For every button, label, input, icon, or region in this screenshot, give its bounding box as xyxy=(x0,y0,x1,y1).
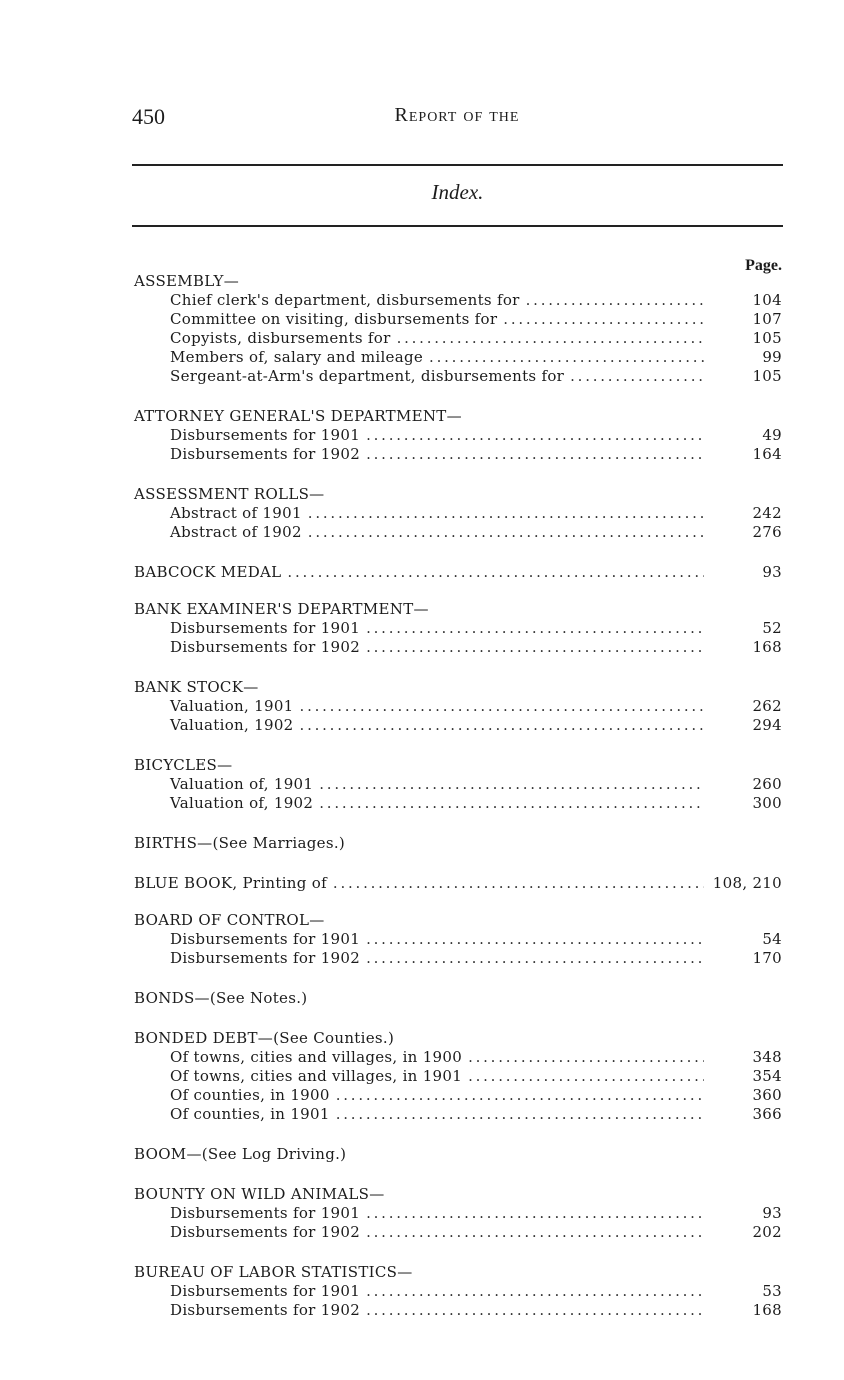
entry-label: BLUE BOOK, Printing of xyxy=(134,874,327,892)
page-ref: 276 xyxy=(752,523,782,541)
dot-leader xyxy=(366,426,704,444)
dot-leader xyxy=(366,1204,704,1222)
page-number: 450 xyxy=(132,104,165,129)
page-ref: 93 xyxy=(762,1204,782,1222)
page-ref: 202 xyxy=(752,1223,782,1241)
page-header xyxy=(132,104,782,134)
entry-label: Disbursements for 1902 xyxy=(170,949,361,967)
index-entry-single xyxy=(134,874,782,893)
entry-label: Valuation, 1901 xyxy=(170,697,294,715)
dot-leader xyxy=(366,638,704,656)
dot-leader xyxy=(526,291,704,309)
dot-leader xyxy=(503,310,704,328)
dot-leader xyxy=(468,1067,704,1085)
dot-leader xyxy=(366,445,704,463)
index-entry xyxy=(170,523,782,542)
index-entry xyxy=(170,775,782,794)
entry-label: Disbursements for 1901 xyxy=(170,426,361,444)
page-ref: 93 xyxy=(762,563,782,581)
entry-label: Of towns, cities and villages, in 1900 xyxy=(170,1048,463,1066)
dot-leader xyxy=(319,794,704,812)
section-heading: BIRTHS—(See Marriages.) xyxy=(134,834,346,852)
index-entry xyxy=(170,697,782,716)
entry-label: Disbursements for 1902 xyxy=(170,1301,361,1319)
index-entry xyxy=(170,426,782,445)
dot-leader xyxy=(366,619,704,637)
index-entry xyxy=(170,619,782,638)
page-ref: 168 xyxy=(752,638,782,656)
page-ref: 260 xyxy=(752,775,782,793)
dot-leader xyxy=(366,1301,704,1319)
entry-label: Members of, salary and mileage xyxy=(170,348,424,366)
index-entry xyxy=(170,348,782,367)
entry-label: Disbursements for 1901 xyxy=(170,930,361,948)
index-entry xyxy=(170,716,782,735)
entry-label: Valuation of, 1902 xyxy=(170,794,314,812)
page-ref: 168 xyxy=(752,1301,782,1319)
dot-leader xyxy=(468,1048,704,1066)
page-ref: 262 xyxy=(752,697,782,715)
index-entry xyxy=(170,1105,782,1124)
page-ref: 348 xyxy=(752,1048,782,1066)
index-entry xyxy=(170,504,782,523)
dot-leader xyxy=(308,504,704,522)
index-entry xyxy=(170,1204,782,1223)
section-heading: BOUNTY ON WILD ANIMALS— xyxy=(134,1185,385,1203)
section-heading: BOOM—(See Log Driving.) xyxy=(134,1145,347,1163)
running-head: Report of the xyxy=(394,104,520,126)
page-ref: 54 xyxy=(762,930,782,948)
entry-label: Of counties, in 1900 xyxy=(170,1086,330,1104)
entry-label: Disbursements for 1901 xyxy=(170,1282,361,1300)
index-entry xyxy=(170,949,782,968)
page-ref: 294 xyxy=(752,716,782,734)
dot-leader xyxy=(287,563,704,581)
index-entry xyxy=(170,1086,782,1105)
dot-leader xyxy=(308,523,704,541)
page-ref: 49 xyxy=(762,426,782,444)
entry-label: Sergeant-at-Arm's department, disbursements for xyxy=(170,367,565,385)
section-heading: ASSESSMENT ROLLS— xyxy=(134,485,325,503)
page-ref: 105 xyxy=(752,329,782,347)
section-heading: BANK STOCK— xyxy=(134,678,259,696)
entry-label: Abstract of 1902 xyxy=(170,523,302,541)
bottom-rule xyxy=(132,225,783,227)
page-ref: 52 xyxy=(762,619,782,637)
index-entry xyxy=(170,445,782,464)
dot-leader xyxy=(570,367,704,385)
entry-label: Valuation, 1902 xyxy=(170,716,294,734)
section-heading: BONDS—(See Notes.) xyxy=(134,989,308,1007)
top-rule xyxy=(132,164,783,166)
index-entry xyxy=(170,930,782,949)
entry-label: Of counties, in 1901 xyxy=(170,1105,330,1123)
index-entry-single xyxy=(134,563,782,582)
index-entry xyxy=(170,291,782,310)
page-ref: 53 xyxy=(762,1282,782,1300)
page-ref: 107 xyxy=(752,310,782,328)
entry-label: Copyists, disbursements for xyxy=(170,329,391,347)
dot-leader xyxy=(300,697,704,715)
dot-leader xyxy=(366,949,704,967)
dot-leader xyxy=(397,329,704,347)
index-entry xyxy=(170,1048,782,1067)
section-heading: BICYCLES— xyxy=(134,756,233,774)
index-entry xyxy=(170,1282,782,1301)
dot-leader xyxy=(300,716,704,734)
entry-label: BABCOCK MEDAL xyxy=(134,563,282,581)
page-ref: 99 xyxy=(762,348,782,366)
index-entry xyxy=(170,1067,782,1086)
index-entry xyxy=(170,310,782,329)
index-entry xyxy=(170,638,782,657)
index-entry xyxy=(170,367,782,386)
entry-label: Of towns, cities and villages, in 1901 xyxy=(170,1067,463,1085)
dot-leader xyxy=(319,775,704,793)
page-column-label: Page. xyxy=(745,257,782,274)
page-ref: 108, 210 xyxy=(712,874,782,892)
section-heading: ASSEMBLY— xyxy=(134,272,240,290)
section-heading: BUREAU OF LABOR STATISTICS— xyxy=(134,1263,413,1281)
dot-leader xyxy=(366,930,704,948)
index-entry xyxy=(170,1301,782,1320)
dot-leader xyxy=(366,1282,704,1300)
page-ref: 300 xyxy=(752,794,782,812)
page-ref: 164 xyxy=(752,445,782,463)
entry-label: Disbursements for 1902 xyxy=(170,445,361,463)
page-ref: 366 xyxy=(752,1105,782,1123)
section-heading: BANK EXAMINER'S DEPARTMENT— xyxy=(134,600,429,618)
dot-leader xyxy=(336,1105,704,1123)
entry-label: Abstract of 1901 xyxy=(170,504,302,522)
section-heading: BOARD OF CONTROL— xyxy=(134,911,325,929)
page-ref: 104 xyxy=(752,291,782,309)
entry-label: Valuation of, 1901 xyxy=(170,775,314,793)
dot-leader xyxy=(429,348,704,366)
dot-leader xyxy=(366,1223,704,1241)
page-ref: 360 xyxy=(752,1086,782,1104)
entry-label: Disbursements for 1902 xyxy=(170,1223,361,1241)
index-entry xyxy=(170,1223,782,1242)
entry-label: Disbursements for 1902 xyxy=(170,638,361,656)
entry-label: Disbursements for 1901 xyxy=(170,619,361,637)
page-ref: 170 xyxy=(752,949,782,967)
section-heading: ATTORNEY GENERAL'S DEPARTMENT— xyxy=(134,407,462,425)
dot-leader xyxy=(333,874,704,892)
index-title: Index. xyxy=(431,180,484,204)
entry-label: Chief clerk's department, disbursements for xyxy=(170,291,520,309)
section-heading: BONDED DEBT—(See Counties.) xyxy=(134,1029,395,1047)
entry-label: Disbursements for 1901 xyxy=(170,1204,361,1222)
index-entry xyxy=(170,329,782,348)
page-ref: 354 xyxy=(752,1067,782,1085)
page-ref: 105 xyxy=(752,367,782,385)
index-entry xyxy=(170,794,782,813)
entry-label: Committee on visiting, disbursements for xyxy=(170,310,498,328)
page-ref: 242 xyxy=(752,504,782,522)
dot-leader xyxy=(336,1086,704,1104)
